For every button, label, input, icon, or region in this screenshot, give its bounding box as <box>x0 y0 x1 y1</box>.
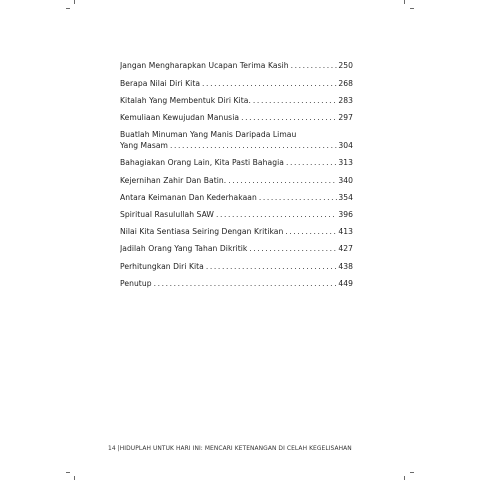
dot-leader <box>289 60 338 71</box>
toc-page-number: 438 <box>338 262 353 271</box>
toc-entry-title: Jangan Mengharapkan Ucapan Terima Kasih <box>120 61 289 70</box>
toc-entry <box>120 175 353 186</box>
crop-mark-bottom-left-v <box>74 476 75 480</box>
toc-page-number: 313 <box>338 158 353 167</box>
toc-page-number: 304 <box>338 141 353 150</box>
toc-entry <box>120 95 353 106</box>
dot-leader <box>239 112 337 123</box>
dot-leader <box>204 261 337 272</box>
toc-entry-title: Kitalah Yang Membentuk Diri Kita. <box>120 96 251 105</box>
toc-entry-title: Bahagiakan Orang Lain, Kita Pasti Bahagia <box>120 158 284 167</box>
footer-running-title: HIDUPLAH UNTUK HARI INI: MENCARI KETENANGAN DI CELAH KEGELISAHAN <box>119 446 352 452</box>
toc-entry <box>120 261 353 272</box>
toc-page-number: 340 <box>338 176 353 185</box>
dot-leader <box>251 95 337 106</box>
toc-entry-title: Perhitungkan Diri Kita <box>120 262 204 271</box>
crop-mark-top-left-v <box>74 0 75 4</box>
toc-page-number: 283 <box>338 96 353 105</box>
toc-entry <box>120 129 353 151</box>
toc-entry <box>120 78 353 89</box>
toc-entry-title: Kejernihan Zahir Dan Batin. <box>120 176 227 185</box>
dot-leader <box>152 278 338 289</box>
toc-page-number: 427 <box>338 244 353 253</box>
page-footer <box>108 446 352 452</box>
toc-entry-title: Nilai Kita Sentiasa Seiring Dengan Kritikan <box>120 227 284 236</box>
toc-page-number: 449 <box>338 279 353 288</box>
footer-page-number: 14 <box>108 446 116 452</box>
toc-entry-title: Spiritual Rasulullah SAW <box>120 210 214 219</box>
dot-leader <box>200 78 337 89</box>
toc-page-number: 297 <box>338 113 353 122</box>
crop-mark-top-left-h <box>66 8 70 9</box>
dot-leader <box>283 226 337 237</box>
dot-leader <box>168 140 337 151</box>
toc-page-number: 354 <box>338 193 353 202</box>
dot-leader <box>284 157 337 168</box>
dot-leader <box>226 175 337 186</box>
crop-mark-top-right-h <box>410 8 414 9</box>
toc-entry-title: Penutup <box>120 279 152 288</box>
toc-entry <box>120 192 353 203</box>
toc-entry-title: Kemuliaan Kewujudan Manusia <box>120 113 240 122</box>
toc-entry <box>120 157 353 168</box>
toc-entry <box>120 209 353 220</box>
crop-mark-bottom-right-h <box>410 472 414 473</box>
dot-leader <box>257 192 338 203</box>
toc-entry <box>120 243 353 254</box>
toc-page-number: 268 <box>338 79 353 88</box>
toc-page-number: 396 <box>338 210 353 219</box>
toc-entry-title: Berapa Nilai Diri Kita <box>120 79 201 88</box>
crop-mark-bottom-left-h <box>66 472 70 473</box>
dot-leader <box>247 243 337 254</box>
toc-entry-title: Buatlah Minuman Yang Manis Daripada Limau <box>120 130 297 139</box>
crop-mark-bottom-right-v <box>404 476 405 480</box>
toc-entry-title-continued: Yang Masam <box>120 141 169 150</box>
toc-entry <box>120 226 353 237</box>
toc-entry <box>120 112 353 123</box>
toc-entry <box>120 60 353 71</box>
toc-page-number: 413 <box>338 227 353 236</box>
footer-separator: | <box>117 446 120 452</box>
toc-entry <box>120 278 353 289</box>
toc-page-number: 250 <box>338 61 353 70</box>
toc-entry-title: Jadilah Orang Yang Tahan Dikritik <box>120 244 248 253</box>
dot-leader <box>214 209 337 220</box>
crop-mark-top-right-v <box>404 0 405 4</box>
toc-entry-title: Antara Keimanan Dan Kederhakaan <box>120 193 257 202</box>
